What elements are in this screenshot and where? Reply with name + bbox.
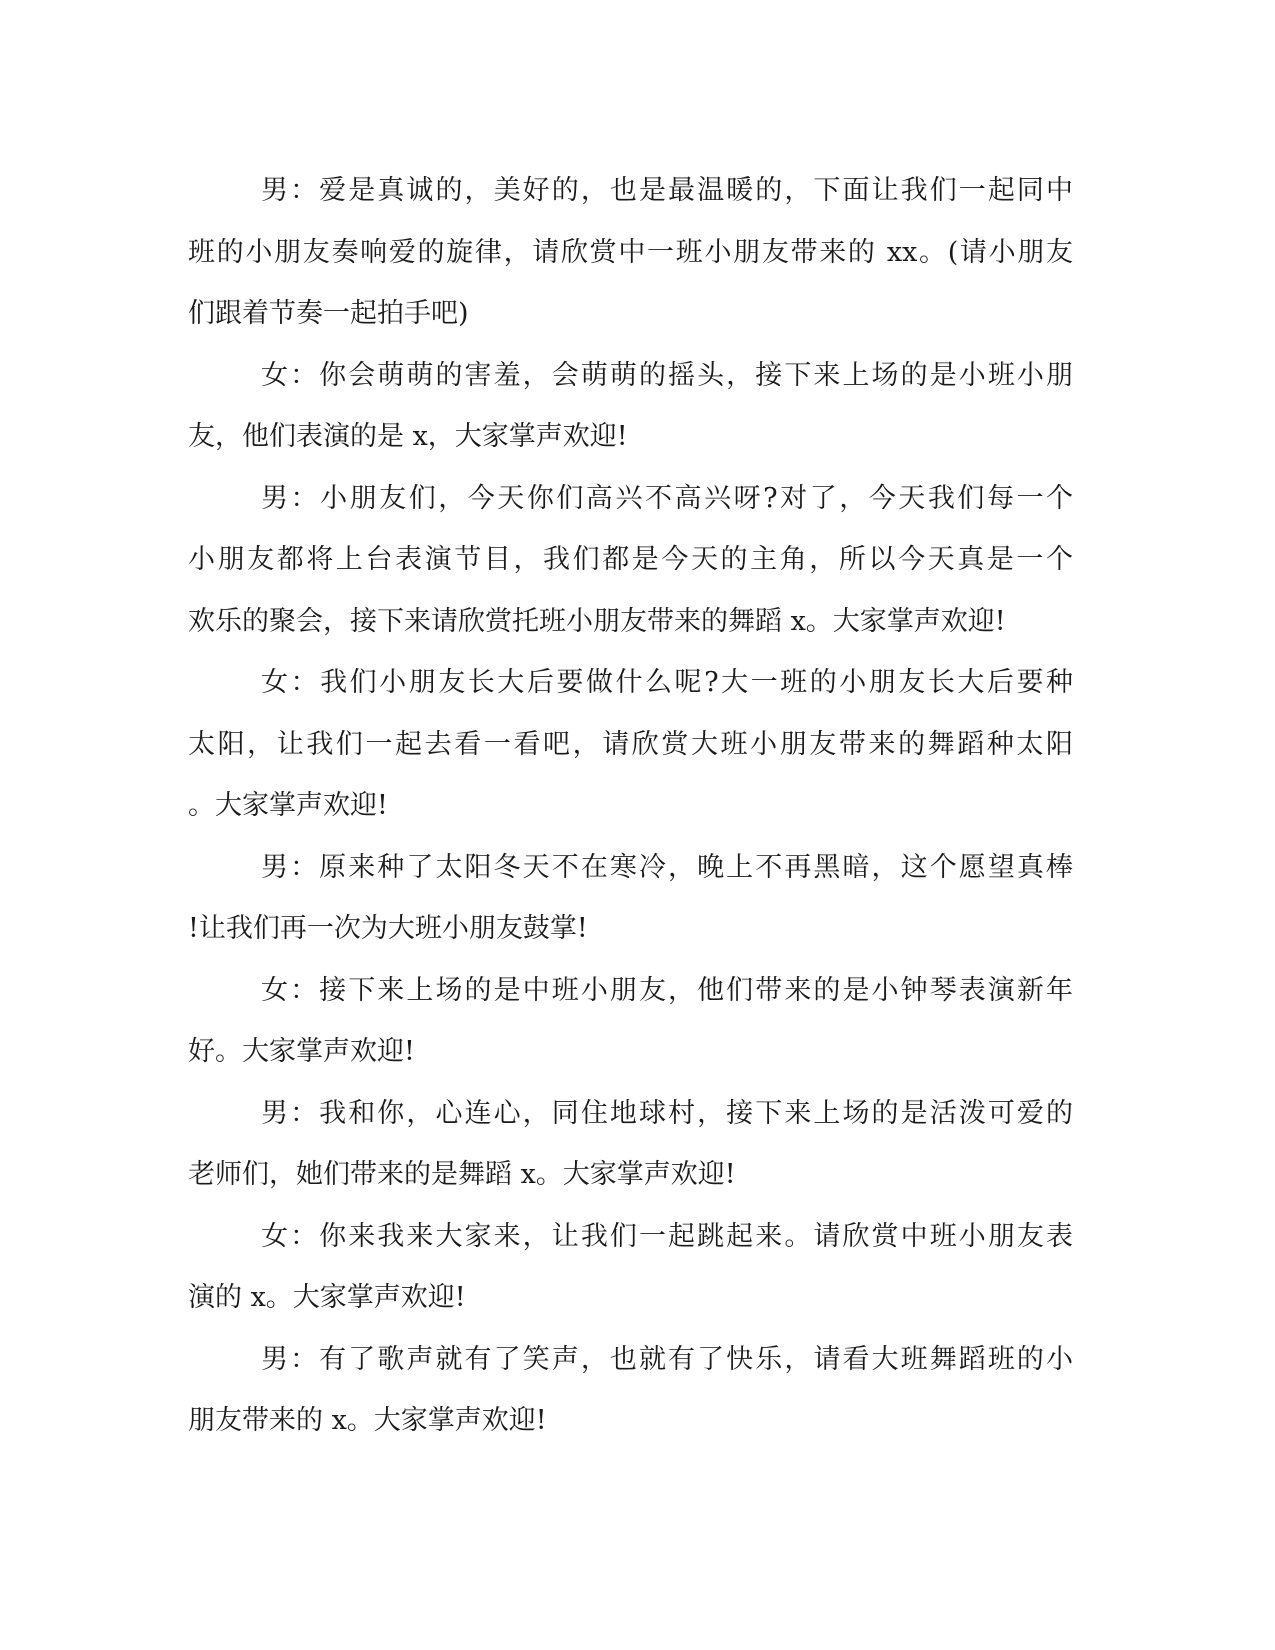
paragraph [188,960,1073,1083]
paragraph [188,345,1073,468]
paragraph-line: 男：有了歌声就有了笑声，也就有了快乐，请看大班舞蹈班的小 [261,1343,1073,1375]
paragraph-line: 们跟着节奏一起拍手吧) [188,298,469,329]
paragraph-line: !让我们再一次为大班小朋友鼓掌! [188,913,588,944]
paragraph-line: 男：小朋友们，今天你们高兴不高兴呀?对了，今天我们每一个 [261,482,1073,514]
paragraph-line: 演的 x。大家掌声欢迎! [188,1282,466,1313]
paragraph [188,1083,1073,1206]
document-body [188,160,1073,1452]
paragraph-line: 男：原来种了太阳冬天不在寒冷，晚上不再黑暗，这个愿望真棒 [261,851,1073,883]
paragraph [188,468,1073,653]
paragraph-line: 好。大家掌声欢迎! [188,1036,415,1067]
paragraph [188,837,1073,960]
paragraph [188,160,1073,345]
paragraph-line: 班的小朋友奏响爱的旋律，请欣赏中一班小朋友带来的 xx。(请小朋友 [188,236,1073,268]
paragraph [188,1206,1073,1329]
paragraph-line: 男：爱是真诚的，美好的，也是最温暖的，下面让我们一起同中 [261,175,1073,206]
paragraph-line: 小朋友都将上台表演节目，我们都是今天的主角，所以今天真是一个 [188,544,1073,575]
paragraph-line: 友，他们表演的是 x，大家掌声欢迎! [188,421,628,452]
paragraph-line: 女：你会萌萌的害羞，会萌萌的摇头，接下来上场的是小班小朋 [261,359,1073,391]
paragraph-line: 欢乐的聚会，接下来请欣赏托班小朋友带来的舞蹈 x。大家掌声欢迎! [188,605,1006,637]
paragraph-line: 老师们，她们带来的是舞蹈 x。大家掌声欢迎! [188,1159,736,1190]
paragraph-line: 男：我和你，心连心，同住地球村，接下来上场的是活泼可爱的 [261,1097,1073,1129]
paragraph [188,1329,1073,1452]
paragraph-line: 太阳，让我们一起去看一看吧，请欣赏大班小朋友带来的舞蹈种太阳 [188,728,1073,760]
paragraph [188,652,1073,837]
paragraph-line: 朋友带来的 x。大家掌声欢迎! [188,1405,547,1436]
paragraph-line: 女：我们小朋友长大后要做什么呢?大一班的小朋友长大后要种 [261,667,1073,698]
paragraph-line: 女：你来我来大家来，让我们一起跳起来。请欣赏中班小朋友表 [261,1220,1073,1252]
paragraph-line: 。大家掌声欢迎! [188,790,388,821]
paragraph-line: 女：接下来上场的是中班小朋友，他们带来的是小钟琴表演新年 [261,974,1073,1006]
